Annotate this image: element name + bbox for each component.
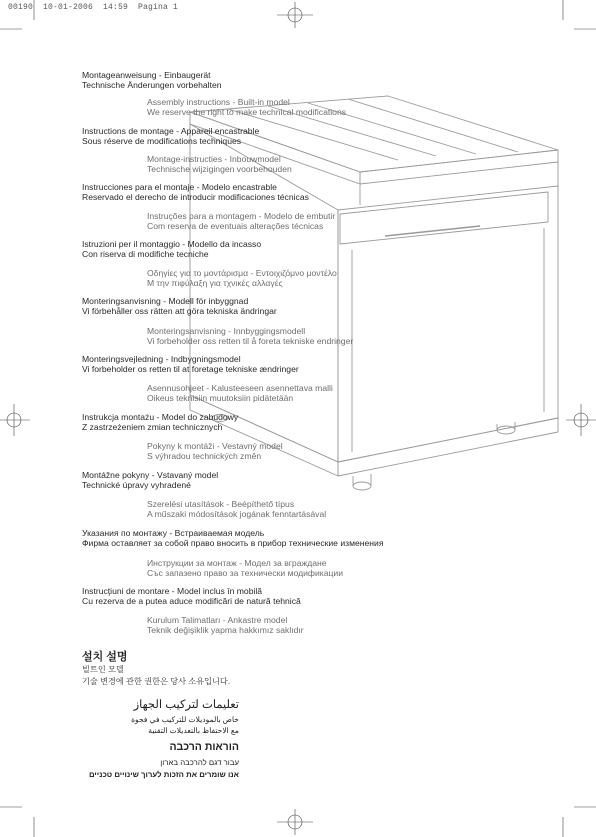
block-note: Con riserva di modifiche tecniche <box>82 248 209 259</box>
block-title: Monteringsanvisning - Innbyggingsmodell <box>147 326 306 336</box>
lang-block-el <box>147 269 337 288</box>
lang-block-hu <box>147 500 326 519</box>
korean-line: 기술 변경에 관한 권한은 당사 소유입니다. <box>82 677 231 686</box>
block-title: Montageanweisung - Einbaugerät <box>82 70 211 80</box>
block-title: Montážne pokyny - Vstavaný model <box>82 470 219 480</box>
lang-block-en <box>147 98 346 117</box>
arabic-title: تعليمات لتركيب الجهاز <box>133 699 239 711</box>
block-title: Instrucciones para el montaje - Modelo encastrable <box>82 182 277 192</box>
block-title: Monteringsvejledning - Indbygningsmodel <box>82 354 241 364</box>
lang-block-da <box>82 355 299 374</box>
block-note: Sous réserve de modifications techniques <box>82 135 242 146</box>
lang-block-cs <box>147 442 283 461</box>
lang-block-sk <box>82 471 218 490</box>
arabic-line: خاص بالموديلات للتركيب في فجوة <box>131 715 239 724</box>
block-title: Instructions de montage - Appareil encastrable <box>82 126 260 136</box>
block-note: Μ την πιφύλαξη για τχνικές αλλαγές <box>147 277 283 288</box>
block-note: Technische Änderungen vorbehalten <box>82 79 222 90</box>
arabic-line: مع الاحتفاظ بالتعديلات التقنية <box>148 726 239 735</box>
lang-block-ru <box>82 529 384 548</box>
block-note: Cu rezerva de a putea aduce modificări de natură tehnică <box>82 595 301 606</box>
korean-title: 설치 설명 <box>82 651 128 663</box>
lang-block-fr <box>82 127 259 146</box>
block-title: Οδηγίες για το μοντάρισμα - Εντοιχιζόμνο μοντέλο <box>147 268 337 278</box>
lang-block-pl <box>82 413 238 432</box>
hebrew-title: הוראות הרכבה <box>169 741 239 753</box>
lang-block-nl <box>147 155 292 174</box>
block-note: Vi forbeholder oss retten til å foreta tekniske endringer <box>147 335 354 346</box>
block-title: Szerelési utasítások - Beépíthető típus <box>147 499 295 509</box>
block-title: Instrucţiuni de montare - Model inclus în mobilă <box>82 586 263 596</box>
block-title: Pokyny k montáži - Vestavný model <box>147 441 283 451</box>
lang-block-no <box>147 327 353 346</box>
block-note: Teknik değişiklik yapma hakkımız saklıdır <box>147 624 304 635</box>
block-title: Указания по монтажу - Встраиваемая модель <box>82 528 265 538</box>
block-note: Oikeus teknisiin muutoksiin pidätetään <box>147 392 294 403</box>
block-note: Com reserva de eventuais alterações técnicas <box>147 220 324 231</box>
lang-block-it <box>82 240 261 259</box>
block-note: A műszaki módosítások jogának fenntartásával <box>147 508 327 519</box>
block-title: Инструкции за монтаж - Модел за вграждане <box>147 558 327 568</box>
block-note: Technické úpravy vyhradené <box>82 479 191 490</box>
block-note: Фирма оставляет за собой право вносить в прибор технические изменения <box>82 537 384 548</box>
block-note: Със запазено право за технически модификации <box>147 567 344 578</box>
korean-line: 빌트인 모델 <box>82 665 124 674</box>
block-title: Montage-instructies - Inbouwmodel <box>147 154 281 164</box>
block-note: Reservado el derecho de introducir modificaciones técnicas <box>82 191 309 202</box>
lang-block-tr <box>147 616 304 635</box>
block-title: Instrukcja montażu - Model do zabudowy <box>82 412 239 422</box>
lang-block-es <box>82 183 309 202</box>
lang-block-bg <box>147 559 343 578</box>
block-title: Asennusohjeet - Kalusteeseen asennettava malli <box>147 383 333 393</box>
block-note: Vi förbehåller oss rätten att göra tekniska ändringar <box>82 305 277 316</box>
lang-block-pt <box>147 212 335 231</box>
block-title: Assembly instructions - Built-in model <box>147 97 290 107</box>
block-note: Vi forbeholder os retten til at foretage tekniske ændringer <box>82 363 299 374</box>
lang-block-fi <box>147 384 333 403</box>
block-title: Kurulum Talimatları - Ankastre model <box>147 615 288 625</box>
lang-block-sv <box>82 297 277 316</box>
hebrew-line: עבור דגם להרכבה בארון <box>160 758 239 767</box>
hebrew-line: אנו שומרים את הזכות לערוך שינויים טכניים <box>88 770 239 779</box>
lang-block-de <box>82 71 222 90</box>
block-note: We reserve the right to make technical modifications <box>147 106 347 117</box>
lang-block-ro <box>82 587 301 606</box>
block-note: Technische wijzigingen voorbehouden <box>147 163 292 174</box>
print-header: 00190 10-01-2006 14:59 Pagina 1 <box>8 3 179 12</box>
block-title: Monteringsanvisning - Modell för inbyggnad <box>82 296 249 306</box>
block-title: Instruções para a montagem - Modelo de embutir <box>147 211 336 221</box>
block-note: Z zastrzeżeniem zmian technicznych <box>82 421 223 432</box>
block-note: S výhradou technických změn <box>147 450 262 461</box>
block-title: Istruzioni per il montaggio - Modello da incasso <box>82 239 262 249</box>
